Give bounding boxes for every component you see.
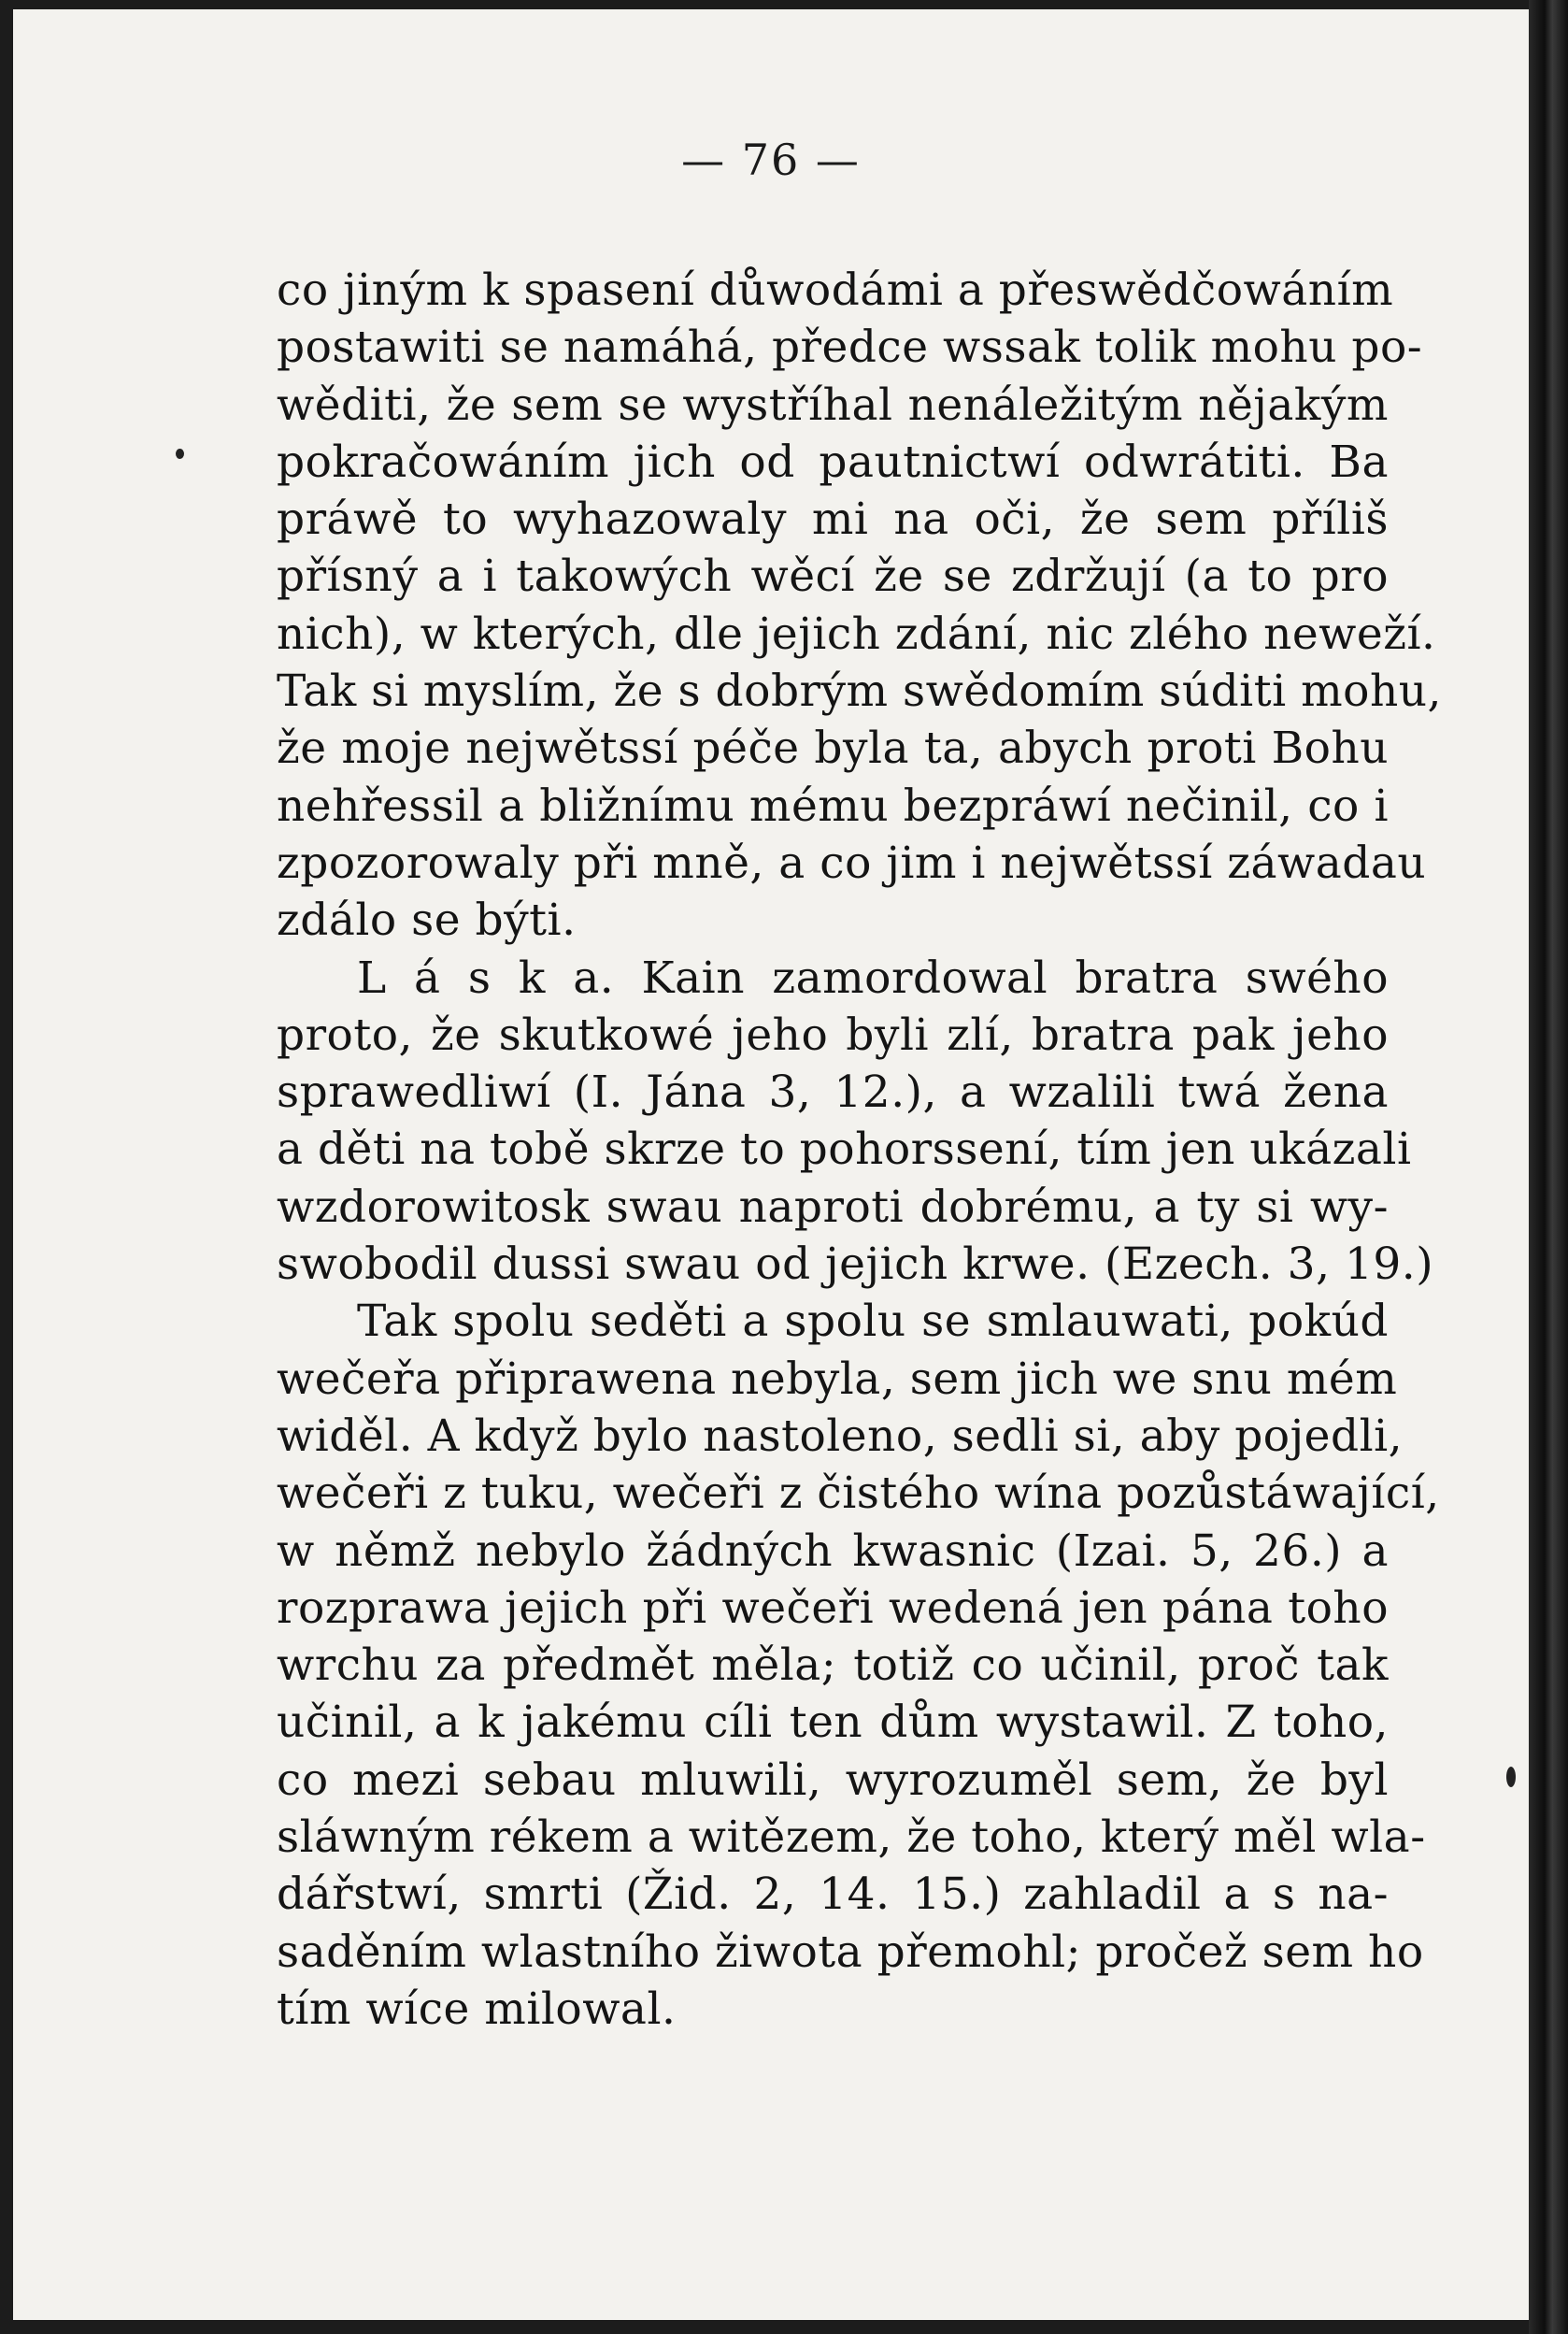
text-line: w němž nebylo žádných kwasnic (Izai. 5, 26.) a [277,1525,1389,1577]
text-line: wzdorowitosk swau naproti dobrému, a ty si wy- [277,1181,1389,1233]
text-line: nehřessil a bližnímu mému bezpráwí nečinil, co i [277,780,1389,832]
text-line: proto, že skutkowé jeho byli zlí, bratra pak jeho [277,1009,1389,1061]
text-line: swobodil dussi swau od jejich krwe. (Ezech. 3, 19.) [277,1239,1434,1291]
body-text [277,262,1442,2038]
text-line: dářstwí, smrti (Žid. 2, 14. 15.) zahladil a s na- [277,1869,1389,1921]
text-line: přísný a i takowých wěcí že se zdržují (a to pro [277,551,1389,603]
text-line: zpozorowaly při mně, a co jim i nejwětssí záwadau [277,837,1427,889]
text-line: L á s k a. Kain zamordowal bratra swého [357,952,1389,1004]
text-line: a děti na tobě skrze to pohorssení, tím jen ukázali [277,1124,1412,1176]
text-line: co jiným k spasení důwodámi a přeswědčowáním [277,265,1394,316]
ink-speck [176,449,184,459]
text-line: Tak spolu seděti a spolu se smlauwati, pokúd [357,1296,1389,1348]
text-line: wěditi, že sem se wystříhal nenáležitým nějakým [277,379,1389,431]
text-line: pokračowáním jich od pautnictwí odwrátiti. Ba [277,436,1389,488]
text-line: učinil, a k jakému cíli ten dům wystawil. Z toho, [277,1697,1389,1749]
text-line: rozprawa jejich při wečeři wedená jen pána toho [277,1582,1389,1634]
ink-speck [1506,1767,1516,1787]
text-line: widěl. A když bylo nastoleno, sedli si, aby pojedli, [277,1410,1404,1462]
text-line: wrchu za předmět měla; totiž co učinil, proč tak [277,1640,1389,1692]
page-edge-shadow [1529,0,1568,2334]
text-line: saděním wlastního žiwota přemohl; pročež sem ho [277,1926,1424,1978]
text-line: sprawedliwí (I. Jána 3, 12.), a wzalili twá žena [277,1067,1389,1119]
text-line: postawiti se namáhá, předce wssak tolik mohu po- [277,322,1423,374]
text-line: tím wíce milowal. [277,1983,677,2035]
text-line: práwě to wyhazowaly mi na oči, že sem příliš [277,494,1389,546]
page-number: — 76 — [681,135,861,185]
text-line: že moje nejwětssí péče byla ta, abych proti Bohu [277,723,1389,775]
book-page [13,9,1529,2320]
text-line: wečeři z tuku, wečeři z čistého wína pozůstáwající, [277,1468,1440,1520]
text-line: wečeřa připrawena nebyla, sem jich we snu mém [277,1353,1398,1405]
text-line: nich), w kterých, dle jejich zdání, nic zlého neweží. [277,608,1436,660]
text-line: co mezi sebau mluwili, wyrozuměl sem, že byl [277,1754,1389,1806]
text-line: sláwným rékem a witězem, že toho, který měl wla- [277,1811,1426,1864]
text-line: zdálo se býti. [277,895,577,947]
text-line: Tak si myslím, že s dobrým swědomím súditi mohu, [277,666,1442,718]
